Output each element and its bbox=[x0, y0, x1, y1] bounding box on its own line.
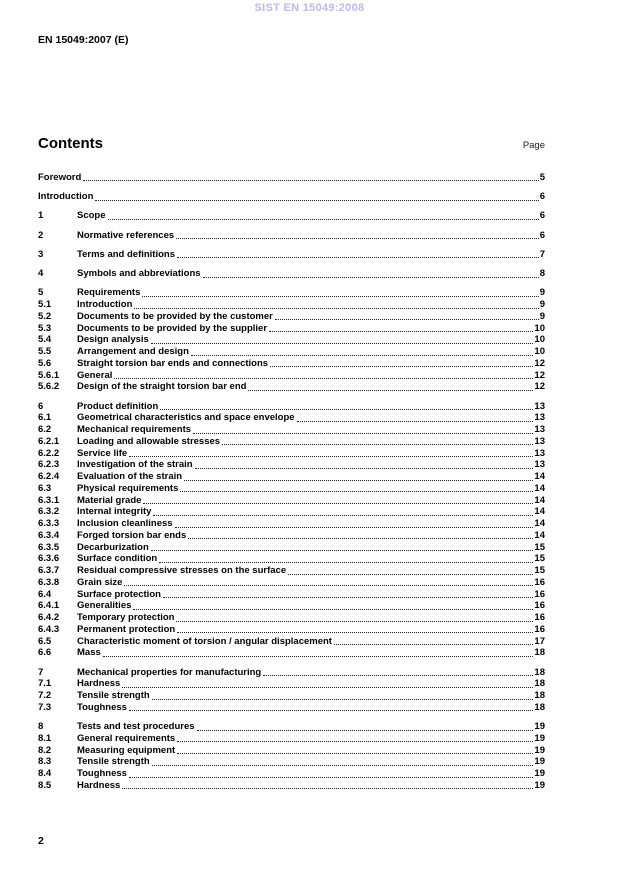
toc-row bbox=[38, 576, 545, 588]
toc-row bbox=[38, 756, 545, 768]
toc-leader-dots bbox=[152, 765, 534, 766]
toc-row bbox=[38, 494, 545, 506]
toc-leader-dots bbox=[95, 200, 538, 201]
toc-item-page: 15 bbox=[534, 541, 545, 553]
toc-item-title: Tests and test procedures bbox=[77, 721, 195, 732]
toc-item-number: 6.4.3 bbox=[38, 623, 60, 635]
contents-header bbox=[38, 135, 545, 152]
toc-leader-dots bbox=[122, 788, 533, 789]
toc-leader-dots bbox=[188, 538, 533, 539]
toc-item-page: 9 bbox=[539, 299, 545, 310]
toc-row bbox=[38, 423, 545, 435]
toc-row bbox=[38, 267, 545, 279]
toc-row bbox=[38, 517, 545, 529]
toc-item-title: Hardness bbox=[77, 779, 121, 791]
toc-row bbox=[38, 248, 545, 260]
toc-row bbox=[38, 779, 545, 791]
toc-item-page: 16 bbox=[534, 623, 545, 635]
toc-item-title: Symbols and abbreviations bbox=[77, 268, 201, 279]
toc-item-title: Hardness bbox=[77, 678, 121, 690]
toc-leader-dots bbox=[83, 180, 538, 181]
toc-item-page: 6 bbox=[539, 229, 545, 241]
toc-item-number: 5 bbox=[38, 287, 44, 299]
toc-row bbox=[38, 701, 545, 713]
toc-item-title: Tensile strength bbox=[77, 690, 150, 701]
toc-item-page: 16 bbox=[534, 600, 545, 612]
toc-item-title: Temporary protection bbox=[77, 612, 175, 623]
toc-leader-dots bbox=[151, 343, 534, 344]
toc-item-number: 6.3.5 bbox=[38, 541, 60, 553]
toc-item-title: Introduction bbox=[38, 191, 94, 202]
toc-leader-dots bbox=[191, 355, 534, 356]
toc-item-number: 6.3.8 bbox=[38, 576, 60, 588]
toc-item-page: 19 bbox=[534, 768, 545, 779]
toc-item-page: 5 bbox=[539, 171, 545, 183]
toc-row bbox=[38, 541, 545, 553]
toc-item-number: 7.3 bbox=[38, 701, 52, 713]
toc-leader-dots bbox=[108, 219, 539, 220]
toc-item-title: Service life bbox=[77, 447, 128, 459]
toc-item-page: 16 bbox=[534, 576, 545, 588]
toc-row bbox=[38, 447, 545, 459]
toc-item-title: Forged torsion bar ends bbox=[77, 529, 187, 541]
toc-item-page: 7 bbox=[539, 248, 545, 260]
toc-item-page: 13 bbox=[534, 459, 545, 471]
toc-leader-dots bbox=[142, 296, 538, 297]
toc-item-page: 19 bbox=[534, 756, 545, 768]
toc-item-number: 8.4 bbox=[38, 768, 52, 779]
toc-row bbox=[38, 400, 545, 412]
toc-item-page: 9 bbox=[539, 310, 545, 322]
toc-row bbox=[38, 287, 545, 299]
toc-row bbox=[38, 171, 545, 183]
toc-item-page: 18 bbox=[534, 701, 545, 713]
toc-row bbox=[38, 322, 545, 334]
toc-item-number: 7 bbox=[38, 666, 44, 678]
toc-item-page: 13 bbox=[534, 435, 545, 447]
toc-item-page: 14 bbox=[534, 471, 545, 482]
toc-item-title: Evaluation of the strain bbox=[77, 471, 183, 482]
toc-item-number: 6.1 bbox=[38, 412, 52, 424]
toc-item-title: Geometrical characteristics and space envelope bbox=[77, 412, 295, 424]
contents-title: Contents bbox=[38, 135, 103, 152]
toc-item-page: 12 bbox=[534, 381, 545, 393]
toc-item-page: 14 bbox=[534, 494, 545, 506]
toc-item-title: Toughness bbox=[77, 768, 127, 779]
toc-row bbox=[38, 470, 545, 482]
toc-item-title: Documents to be provided by the customer bbox=[77, 310, 273, 322]
toc-row bbox=[38, 310, 545, 322]
toc-item-page: 6 bbox=[539, 191, 545, 202]
toc-item-title: Decarburization bbox=[77, 541, 149, 553]
toc-list bbox=[38, 171, 545, 791]
toc-row bbox=[38, 678, 545, 690]
toc-leader-dots bbox=[176, 238, 539, 239]
toc-item-title: Investigation of the strain bbox=[77, 459, 193, 471]
toc-item-page: 9 bbox=[539, 287, 545, 299]
toc-item-page: 19 bbox=[534, 744, 545, 756]
toc-leader-dots bbox=[129, 456, 533, 457]
toc-item-title: Arrangement and design bbox=[77, 346, 189, 357]
toc-leader-dots bbox=[180, 491, 533, 492]
toc-leader-dots bbox=[143, 503, 533, 504]
toc-item-number: 1 bbox=[38, 210, 44, 222]
toc-item-page: 14 bbox=[534, 518, 545, 529]
toc-item-page: 19 bbox=[534, 779, 545, 791]
toc-item-number: 7.2 bbox=[38, 690, 52, 701]
toc-row bbox=[38, 482, 545, 494]
toc-item-page: 12 bbox=[534, 357, 545, 369]
toc-leader-dots bbox=[263, 675, 533, 676]
toc-item-number: 8.3 bbox=[38, 756, 52, 768]
toc-row bbox=[38, 666, 545, 678]
toc-item-page: 18 bbox=[534, 678, 545, 690]
toc-item-page: 18 bbox=[534, 666, 545, 678]
toc-item-page: 16 bbox=[534, 588, 545, 600]
toc-item-number: 5.5 bbox=[38, 346, 52, 357]
toc-item-number: 6.2.1 bbox=[38, 435, 60, 447]
toc-item-title: Toughness bbox=[77, 701, 127, 713]
toc-row bbox=[38, 190, 545, 202]
toc-item-page: 10 bbox=[534, 334, 545, 346]
toc-leader-dots bbox=[177, 753, 533, 754]
toc-item-title: Residual compressive stresses on the surface bbox=[77, 565, 287, 576]
toc-item-title: Introduction bbox=[77, 299, 133, 310]
toc-item-title: Loading and allowable stresses bbox=[77, 435, 221, 447]
toc-item-page: 12 bbox=[534, 369, 545, 381]
toc-item-title: Mass bbox=[77, 647, 101, 659]
toc-item-title: Generalities bbox=[77, 600, 132, 612]
toc-item-number: 6.4.1 bbox=[38, 600, 60, 612]
toc-item-page: 17 bbox=[534, 635, 545, 647]
toc-item-number: 6.2 bbox=[38, 424, 52, 435]
toc-item-number: 6.6 bbox=[38, 647, 52, 659]
toc-item-title: Material grade bbox=[77, 494, 142, 506]
toc-leader-dots bbox=[275, 319, 539, 320]
toc-item-title: Characteristic moment of torsion / angular displacement bbox=[77, 635, 332, 647]
toc-item-title: General requirements bbox=[77, 732, 176, 744]
toc-item-page: 8 bbox=[539, 268, 545, 279]
toc-leader-dots bbox=[334, 644, 533, 645]
toc-leader-dots bbox=[153, 515, 533, 516]
toc-item-number: 7.1 bbox=[38, 678, 52, 690]
toc-row bbox=[38, 369, 545, 381]
toc-item-number: 8 bbox=[38, 721, 44, 732]
toc-item-number: 6.5 bbox=[38, 635, 52, 647]
toc-item-number: 8.1 bbox=[38, 732, 52, 744]
toc-row bbox=[38, 647, 545, 659]
toc-item-number: 6.3.2 bbox=[38, 506, 60, 518]
toc-item-title: Straight torsion bar ends and connections bbox=[77, 357, 269, 369]
toc-leader-dots bbox=[124, 585, 533, 586]
toc-row bbox=[38, 732, 545, 744]
toc-item-number: 6.2.2 bbox=[38, 447, 60, 459]
toc-row bbox=[38, 345, 545, 357]
toc-row bbox=[38, 720, 545, 732]
toc-leader-dots bbox=[288, 574, 533, 575]
toc-leader-dots bbox=[129, 777, 533, 778]
toc-leader-dots bbox=[163, 597, 533, 598]
toc-item-number: 2 bbox=[38, 229, 44, 241]
toc-item-number: 4 bbox=[38, 268, 44, 279]
toc-row bbox=[38, 553, 545, 565]
toc-item-page: 14 bbox=[534, 506, 545, 518]
toc-row bbox=[38, 334, 545, 346]
toc-item-page: 19 bbox=[534, 732, 545, 744]
toc-item-number: 5.1 bbox=[38, 299, 52, 310]
toc-leader-dots bbox=[129, 710, 533, 711]
toc-row bbox=[38, 611, 545, 623]
toc-leader-dots bbox=[177, 257, 539, 258]
toc-row bbox=[38, 635, 545, 647]
toc-item-title: Scope bbox=[77, 210, 106, 222]
toc-item-number: 5.2 bbox=[38, 310, 52, 322]
toc-leader-dots bbox=[114, 378, 533, 379]
toc-item-title: Permanent protection bbox=[77, 623, 176, 635]
toc-item-title: Design analysis bbox=[77, 334, 149, 346]
toc-leader-dots bbox=[159, 562, 533, 563]
toc-leader-dots bbox=[176, 621, 533, 622]
toc-row bbox=[38, 357, 545, 369]
toc-item-page: 6 bbox=[539, 210, 545, 222]
toc-item-title: Product definition bbox=[77, 400, 159, 412]
toc-leader-dots bbox=[177, 741, 533, 742]
toc-row bbox=[38, 229, 545, 241]
toc-leader-dots bbox=[203, 277, 539, 278]
toc-row bbox=[38, 767, 545, 779]
toc-item-title: Grain size bbox=[77, 576, 123, 588]
toc-item-number: 6.2.3 bbox=[38, 459, 60, 471]
toc-item-title: Terms and definitions bbox=[77, 248, 176, 260]
toc-item-title: Measuring equipment bbox=[77, 744, 176, 756]
toc-item-title: Foreword bbox=[38, 171, 82, 183]
toc-leader-dots bbox=[195, 468, 534, 469]
toc-item-title: Documents to be provided by the supplier bbox=[77, 322, 268, 334]
toc-row bbox=[38, 381, 545, 393]
toc-row bbox=[38, 459, 545, 471]
toc-leader-dots bbox=[122, 687, 533, 688]
toc-item-number: 5.4 bbox=[38, 334, 52, 346]
toc-leader-dots bbox=[177, 632, 533, 633]
footer-page-number: 2 bbox=[38, 835, 44, 847]
toc-row bbox=[38, 210, 545, 222]
toc-row bbox=[38, 529, 545, 541]
toc-leader-dots bbox=[248, 390, 533, 391]
toc-item-number: 5.6 bbox=[38, 357, 52, 369]
watermark: SIST EN 15049:2008 bbox=[254, 2, 365, 14]
toc-item-number: 3 bbox=[38, 248, 44, 260]
toc-item-number: 6.3.4 bbox=[38, 529, 60, 541]
toc-leader-dots bbox=[193, 433, 533, 434]
toc-row bbox=[38, 435, 545, 447]
toc-item-page: 14 bbox=[534, 529, 545, 541]
toc-item-number: 6.3.6 bbox=[38, 553, 60, 565]
toc-row bbox=[38, 506, 545, 518]
toc-item-title: Internal integrity bbox=[77, 506, 152, 518]
toc-item-page: 15 bbox=[534, 553, 545, 565]
toc-leader-dots bbox=[160, 409, 533, 410]
toc-leader-dots bbox=[222, 444, 533, 445]
toc-item-page: 13 bbox=[534, 400, 545, 412]
toc-item-title: Inclusion cleanliness bbox=[77, 518, 173, 529]
page-column-label: Page bbox=[522, 140, 545, 151]
toc-leader-dots bbox=[269, 331, 533, 332]
document-reference: EN 15049:2007 (E) bbox=[38, 34, 129, 46]
toc-leader-dots bbox=[270, 366, 533, 367]
toc-item-title: General bbox=[77, 369, 113, 381]
toc-leader-dots bbox=[184, 480, 533, 481]
toc-item-page: 14 bbox=[534, 482, 545, 494]
toc-item-title: Surface protection bbox=[77, 588, 161, 600]
toc-row bbox=[38, 588, 545, 600]
toc-item-page: 13 bbox=[534, 447, 545, 459]
toc-item-page: 15 bbox=[534, 565, 545, 576]
toc-item-number: 5.6.1 bbox=[38, 369, 60, 381]
toc-leader-dots bbox=[152, 699, 534, 700]
toc-item-number: 6.3.3 bbox=[38, 518, 60, 529]
toc-row bbox=[38, 298, 545, 310]
toc-leader-dots bbox=[197, 730, 534, 731]
toc-item-page: 16 bbox=[534, 612, 545, 623]
toc-item-number: 6.4.2 bbox=[38, 612, 60, 623]
toc-item-page: 10 bbox=[534, 346, 545, 357]
toc-row bbox=[38, 600, 545, 612]
toc-item-title: Mechanical requirements bbox=[77, 424, 192, 435]
toc-item-title: Tensile strength bbox=[77, 756, 150, 768]
toc-row bbox=[38, 623, 545, 635]
toc-item-title: Surface condition bbox=[77, 553, 158, 565]
toc-item-number: 5.3 bbox=[38, 322, 52, 334]
toc-leader-dots bbox=[297, 421, 534, 422]
toc-item-title: Requirements bbox=[77, 287, 141, 299]
toc-item-page: 18 bbox=[534, 647, 545, 659]
toc-item-title: Mechanical properties for manufacturing bbox=[77, 666, 262, 678]
toc-row bbox=[38, 412, 545, 424]
toc-item-number: 5.6.2 bbox=[38, 381, 60, 393]
toc-leader-dots bbox=[103, 656, 534, 657]
toc-item-page: 18 bbox=[534, 690, 545, 701]
toc-row bbox=[38, 564, 545, 576]
toc-item-number: 6.4 bbox=[38, 588, 52, 600]
toc-item-number: 6.3 bbox=[38, 482, 52, 494]
toc-item-number: 8.2 bbox=[38, 744, 52, 756]
toc-row bbox=[38, 744, 545, 756]
toc-leader-dots bbox=[151, 550, 534, 551]
toc-leader-dots bbox=[134, 308, 538, 309]
toc-item-number: 8.5 bbox=[38, 779, 52, 791]
toc-item-number: 6.2.4 bbox=[38, 471, 60, 482]
toc-item-page: 13 bbox=[534, 424, 545, 435]
toc-leader-dots bbox=[175, 527, 534, 528]
toc-item-number: 6 bbox=[38, 400, 44, 412]
toc-item-page: 19 bbox=[534, 721, 545, 732]
toc-item-page: 10 bbox=[534, 322, 545, 334]
toc-leader-dots bbox=[133, 609, 533, 610]
toc-item-number: 6.3.1 bbox=[38, 494, 60, 506]
toc-item-page: 13 bbox=[534, 412, 545, 424]
toc-item-title: Physical requirements bbox=[77, 482, 179, 494]
toc-item-title: Design of the straight torsion bar end bbox=[77, 381, 247, 393]
toc-item-number: 6.3.7 bbox=[38, 565, 60, 576]
toc-item-title: Normative references bbox=[77, 229, 175, 241]
toc-row bbox=[38, 689, 545, 701]
